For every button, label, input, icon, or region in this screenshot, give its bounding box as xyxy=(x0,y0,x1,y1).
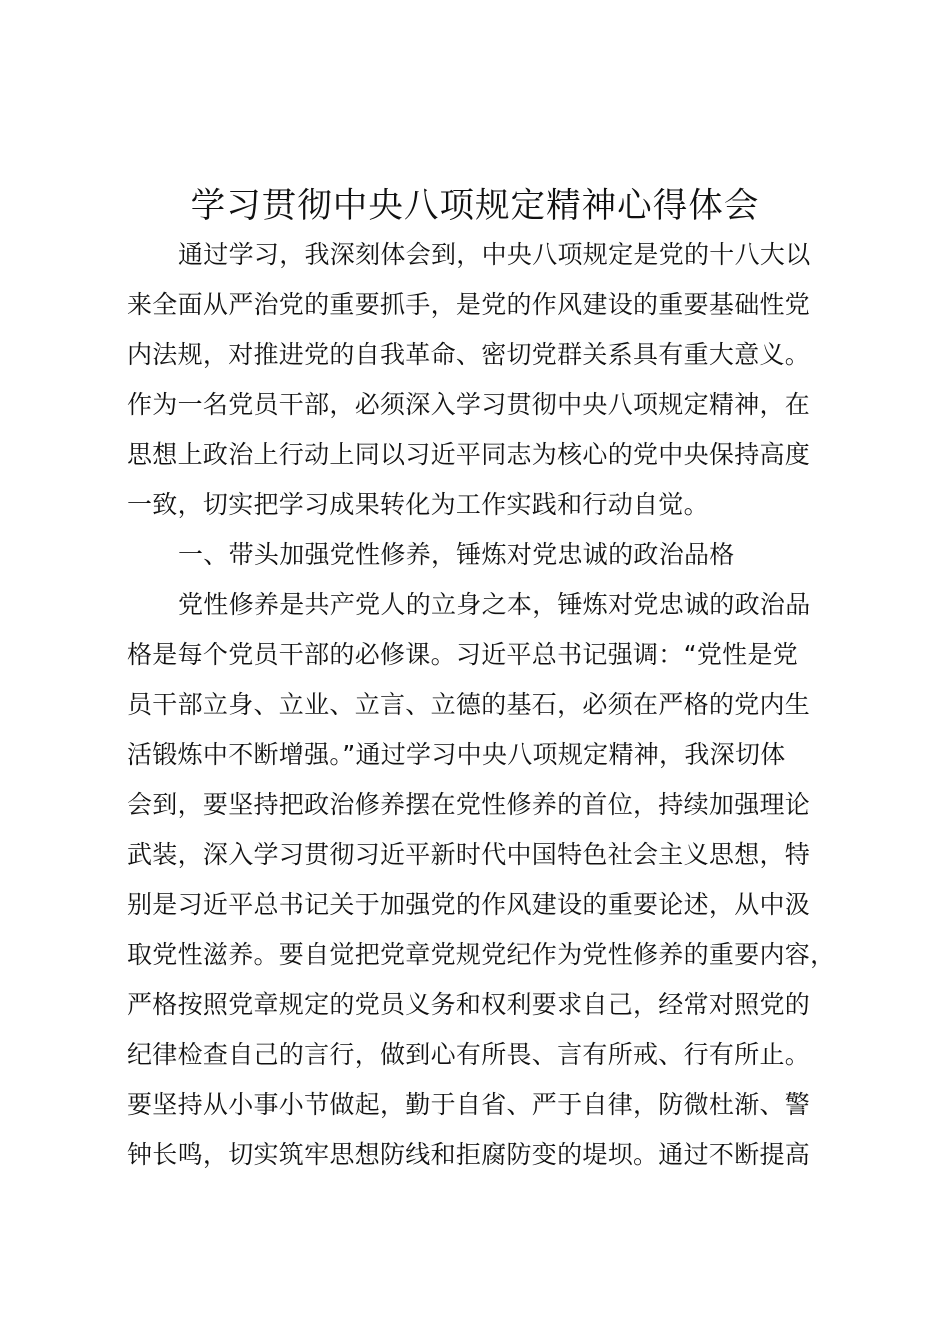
paragraph-line: 作为一名党员干部，必须深入学习贯彻中央八项规定精神，在 xyxy=(127,390,811,419)
paragraph-line: 严格按照党章规定的党员义务和权利要求自己，经常对照党的 xyxy=(127,990,811,1019)
paragraph-line: 活锻炼中不断增强。”通过学习中央八项规定精神，我深切体 xyxy=(127,740,786,769)
paragraph-line: 通过学习，我深刻体会到，中央八项规定是党的十八大以 xyxy=(178,240,811,269)
document-title: 学习贯彻中央八项规定精神心得体会 xyxy=(190,186,760,226)
paragraph-line: 纪律检查自己的言行，做到心有所畏、言有所戒、行有所止。 xyxy=(127,1040,811,1069)
paragraph-line: 员干部立身、立业、立言、立德的基石，必须在严格的党内生 xyxy=(127,690,811,719)
paragraph-line: 内法规，对推进党的自我革命、密切党群关系具有重大意义。 xyxy=(127,340,811,369)
paragraph-line: 钟长鸣，切实筑牢思想防线和拒腐防变的堤坝。通过不断提高 xyxy=(127,1140,811,1169)
paragraph-line: 格是每个党员干部的必修课。习近平总书记强调：“党性是党 xyxy=(127,640,799,669)
paragraph-line: 思想上政治上行动上同以习近平同志为核心的党中央保持高度 xyxy=(127,440,811,469)
section-heading: 一、带头加强党性修养，锤炼对党忠诚的政治品格 xyxy=(178,540,735,569)
paragraph-line: 别是习近平总书记关于加强党的作风建设的重要论述，从中汲 xyxy=(127,890,811,919)
paragraph-line: 会到，要坚持把政治修养摆在党性修养的首位，持续加强理论 xyxy=(127,790,811,819)
paragraph-line: 要坚持从小事小节做起，勤于自省、严于自律，防微杜渐、警 xyxy=(127,1090,811,1119)
paragraph-line: 党性修养是共产党人的立身之本，锤炼对党忠诚的政治品 xyxy=(178,590,811,619)
paragraph-line: 武装，深入学习贯彻习近平新时代中国特色社会主义思想，特 xyxy=(127,840,811,869)
paragraph-line: 来全面从严治党的重要抓手，是党的作风建设的重要基础性党 xyxy=(127,290,811,319)
paragraph-line: 一致，切实把学习成果转化为工作实践和行动自觉。 xyxy=(127,490,709,519)
paragraph-line: 取党性滋养。要自觉把党章党规党纪作为党性修养的重要内容， xyxy=(127,940,836,969)
